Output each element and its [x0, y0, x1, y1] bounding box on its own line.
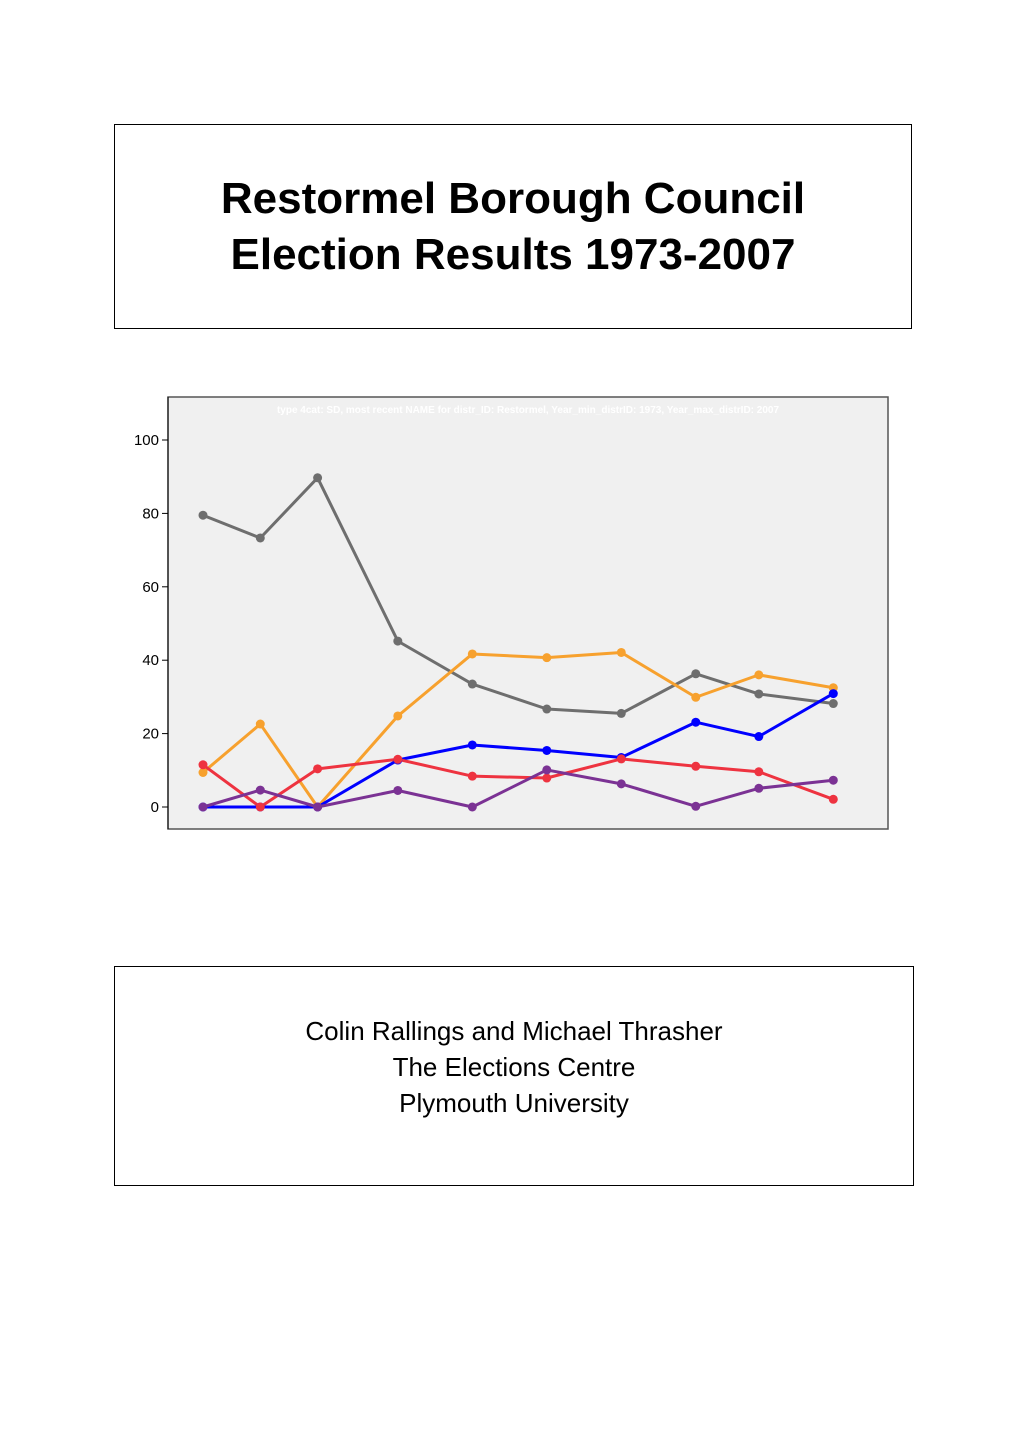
series-1-point-4 — [393, 637, 402, 646]
series-5-point-7 — [617, 779, 626, 788]
series-5-point-4 — [393, 786, 402, 795]
series-2-point-7 — [617, 648, 626, 657]
y-tick-label: 100 — [133, 432, 159, 449]
series-3-point-10 — [829, 689, 838, 698]
series-3-point-6 — [542, 746, 551, 755]
author-organisation: The Elections Centre — [392, 1052, 636, 1082]
plot-area — [168, 397, 888, 829]
series-4-point-4 — [393, 755, 402, 764]
series-2-point-2 — [256, 720, 265, 729]
series-4-point-3 — [313, 764, 322, 773]
series-1-point-6 — [542, 705, 551, 714]
series-5-point-10 — [829, 776, 838, 785]
author-names: Colin Rallings and Michael Thrasher — [305, 1016, 723, 1046]
series-1-point-9 — [754, 689, 763, 698]
series-2-point-9 — [754, 670, 763, 679]
y-tick-label: 40 — [142, 652, 159, 670]
y-axis — [134, 432, 168, 816]
series-2-point-6 — [542, 653, 551, 662]
series-4-point-1 — [199, 760, 208, 769]
y-tick-label: 0 — [150, 799, 159, 816]
series-4-point-7 — [617, 754, 626, 763]
series-3-point-5 — [468, 740, 477, 749]
series-1-point-8 — [691, 669, 700, 678]
series-3-point-9 — [754, 732, 763, 741]
title-box — [114, 124, 912, 329]
series-2-point-5 — [468, 649, 477, 658]
y-tick-label: 20 — [142, 725, 159, 743]
series-4-point-9 — [754, 767, 763, 776]
series-1-point-3 — [313, 473, 322, 482]
document-title-line-2: Election Results 1973-2007 — [230, 229, 796, 279]
series-1-point-5 — [468, 680, 477, 689]
series-3-point-8 — [691, 718, 700, 727]
series-5-point-1 — [199, 803, 208, 812]
series-1-point-7 — [617, 709, 626, 718]
cover-chart — [110, 390, 900, 840]
series-5-point-9 — [754, 784, 763, 793]
author-box — [114, 966, 914, 1186]
series-4-point-5 — [468, 772, 477, 781]
series-1-point-1 — [199, 511, 208, 520]
series-5-point-3 — [313, 803, 322, 812]
y-tick-label: 60 — [142, 578, 159, 596]
series-5-point-8 — [691, 802, 700, 811]
series-1-point-2 — [256, 533, 265, 542]
series-2-point-4 — [393, 711, 402, 720]
series-4-point-2 — [256, 803, 265, 812]
series-1-point-10 — [829, 699, 838, 708]
series-4-point-10 — [829, 795, 838, 804]
series-2-point-8 — [691, 693, 700, 702]
author-lines — [115, 1013, 913, 1121]
series-5-point-6 — [542, 765, 551, 774]
document-title-line-1: Restormel Borough Council — [220, 173, 806, 223]
chart-subtitle: type 4cat: SD, most recent NAME for distr_ID: Restormel, Year_min_distrID: 1973, Year_max_distrID: 2007 — [276, 405, 780, 416]
series-2-point-1 — [199, 768, 208, 777]
series-4-point-8 — [691, 762, 700, 771]
line-chart — [110, 390, 900, 840]
series-5-point-5 — [468, 803, 477, 812]
author-university: Plymouth University — [399, 1088, 629, 1118]
series-5-point-2 — [256, 786, 265, 795]
y-tick-label: 80 — [142, 505, 159, 523]
series-4-point-6 — [542, 774, 551, 783]
